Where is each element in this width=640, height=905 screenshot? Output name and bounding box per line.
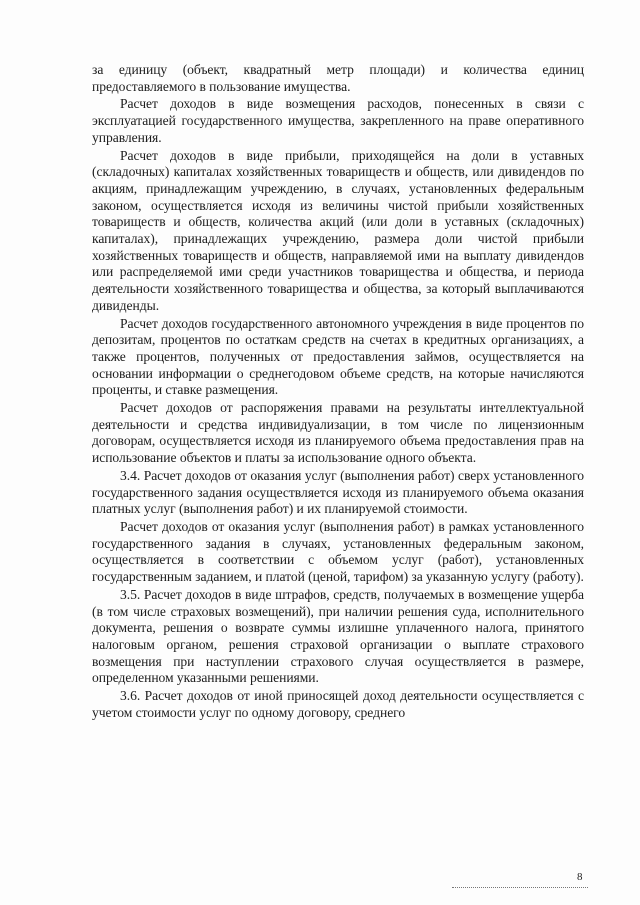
paragraph-1: за единицу (объект, квадратный метр площади) и количества единиц предоставляемого в пользование имущества. bbox=[92, 62, 584, 94]
document-body bbox=[92, 62, 584, 721]
paragraph-9: 3.6. Расчет доходов от иной приносящей доход деятельности осуществляется с учетом стоимости услуг по одному договору, среднего bbox=[92, 688, 584, 720]
paragraph-8: 3.5. Расчет доходов в виде штрафов, средств, получаемых в возмещение ущерба (в том числе страховых возмещений), при наличии решения суда, исполнительного документа, решения о возврате суммы излишне уплаченного налога, принятого налоговым органом, решения страховой организации о выплате страхового возмещения при наступлении страхового случая осуществляется в размере, определенном указанными решениями. bbox=[92, 586, 584, 686]
paragraph-5: Расчет доходов от распоряжения правами на результаты интеллектуальной деятельности и средства индивидуализации, в том числе по лицензионным договорам, осуществляется исходя из планируемого объема предоставления прав на использование объектов и платы за использование одного объекта. bbox=[92, 400, 584, 466]
paragraph-7: Расчет доходов от оказания услуг (выполнения работ) в рамках установленного государственного задания в случаях, установленных федеральным законом, осуществляется в соответствии с объемом услуг (работ), установленных государственным заданием, и платой (ценой, тарифом) за указанную услугу (работу). bbox=[92, 518, 584, 585]
footer-divider bbox=[452, 887, 588, 888]
paragraph-4: Расчет доходов государственного автономного учреждения в виде процентов по депозитам, процентов по остаткам средств на счетах в кредитных организациях, а также процентов, полученных от предоставления займов, осуществляется на основании информации о среднегодовом объеме средств, на которые начисляются проценты, и ставке размещения. bbox=[92, 315, 584, 398]
paragraph-6: 3.4. Расчет доходов от оказания услуг (выполнения работ) сверх установленного государственного задания осуществляется исходя из планируемого объема оказания платных услуг (выполнения работ) и их планируемой стоимости. bbox=[92, 467, 584, 517]
paragraph-2: Расчет доходов в виде возмещения расходов, понесенных в связи с эксплуатацией государственного имущества, закрепленного на праве оперативного управления. bbox=[92, 96, 584, 145]
page-number: 8 bbox=[577, 871, 583, 883]
paragraph-3: Расчет доходов в виде прибыли, приходящейся на доли в уставных (складочных) капиталах хозяйственных товариществ и обществ, или дивидендов по акциям, принадлежащим учреждению, в случаях, установленных федеральным законом, осуществляется исходя из величины чистой прибыли хозяйственных товариществ и обществ, количества акций (или доли в уставных (складочных) капиталах), принадлежащих учреждению, размера доли чистой прибыли хозяйственных товариществ и обществ, направляемой ими на выплату дивидендов или распределяемой ими среди участников товарищества и общества, и периода деятельности хозяйственного товарищества и общества, за который выплачиваются дивиденды. bbox=[92, 147, 584, 313]
